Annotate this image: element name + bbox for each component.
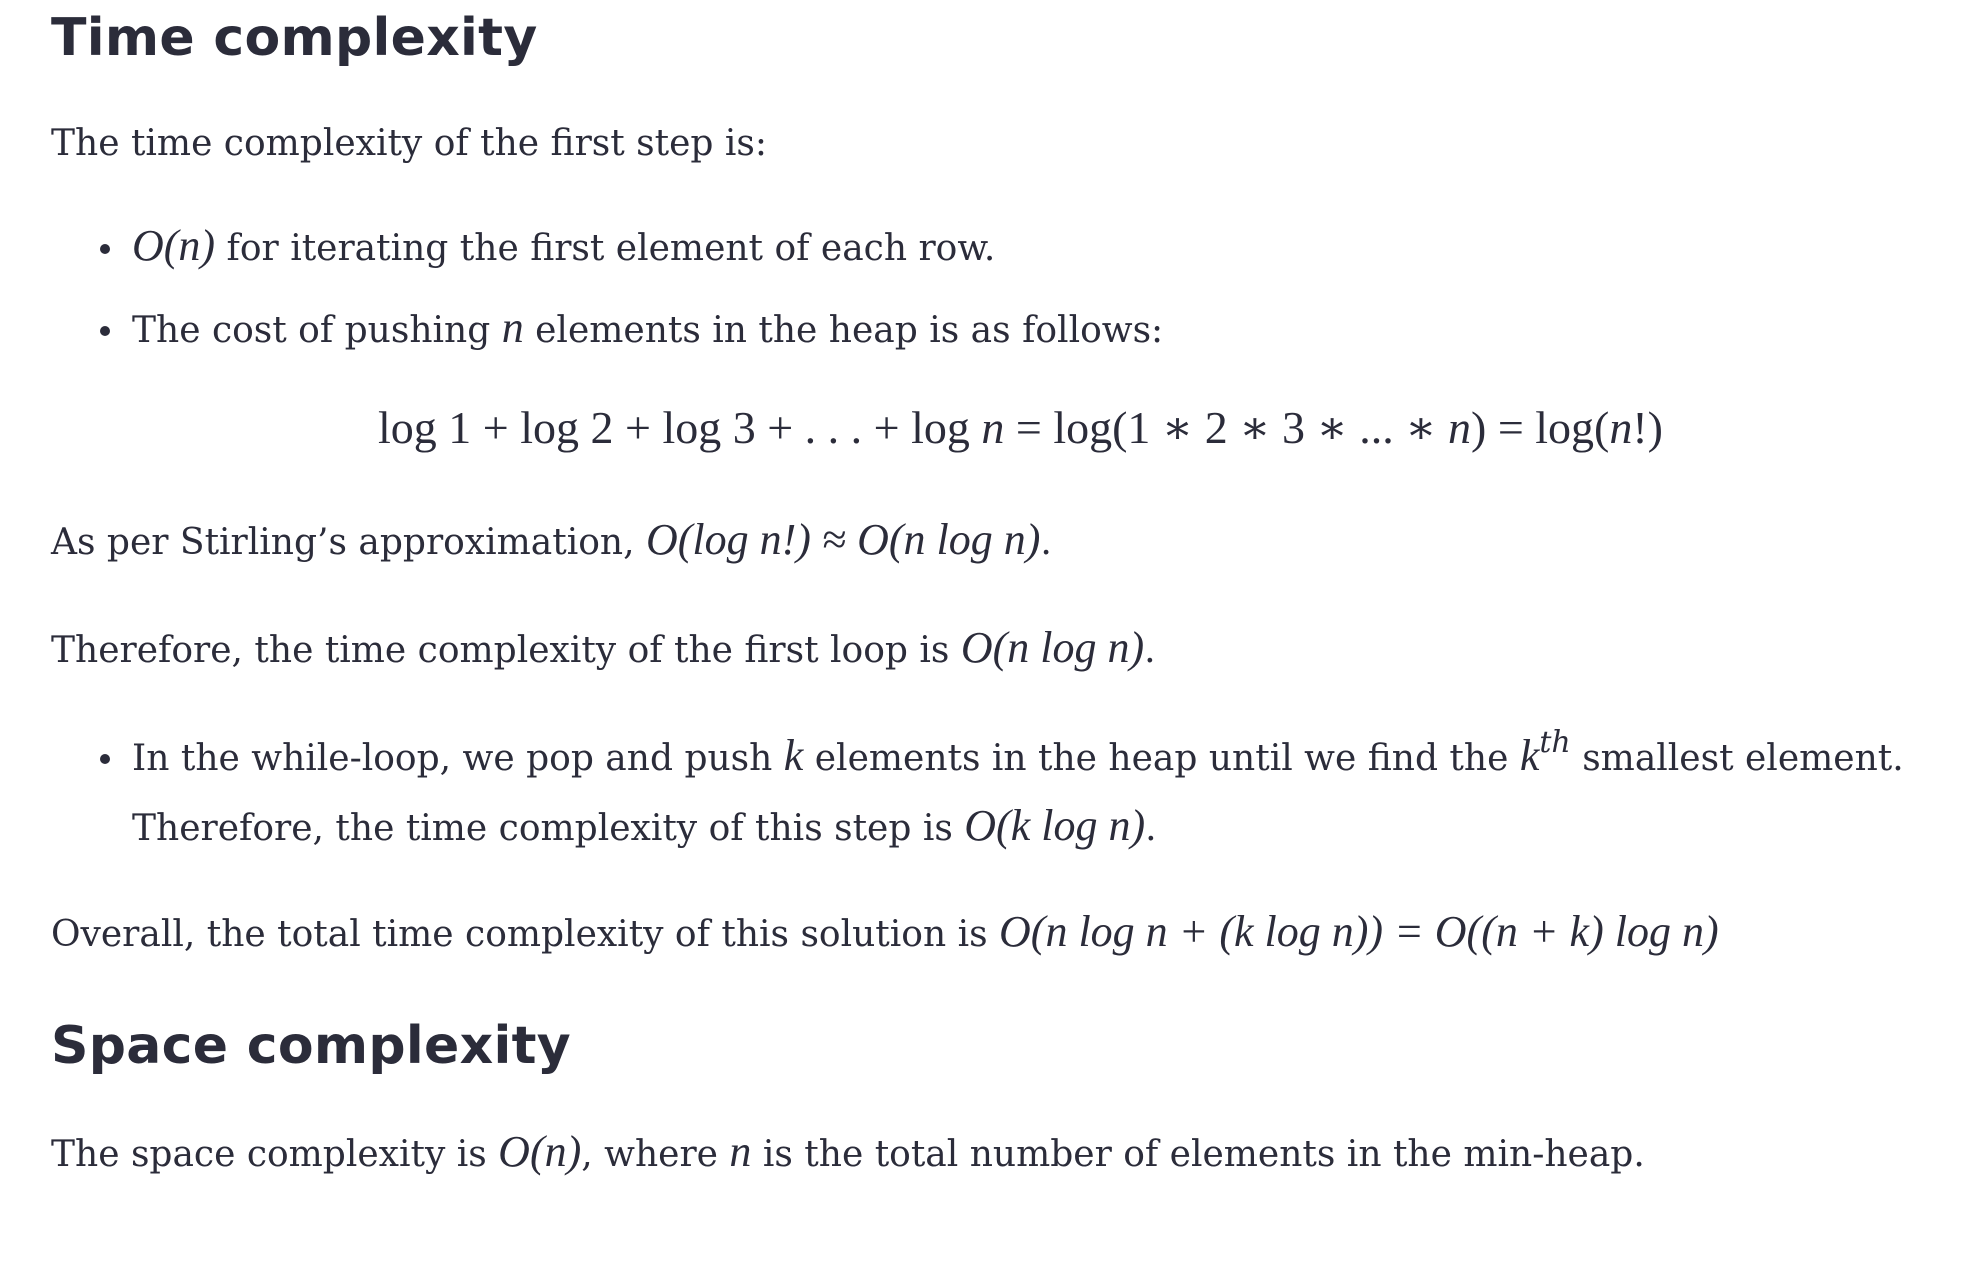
- bullet-marker: [100, 244, 110, 254]
- list-item-text: The cost of pushing: [132, 310, 502, 351]
- math-superscript-th: th: [1539, 725, 1571, 760]
- paragraph-text: , where: [581, 1134, 730, 1175]
- math-n-log-n: O(n log n): [960, 623, 1145, 672]
- space-complexity-heading: Space complexity: [51, 1016, 571, 1076]
- math-overall: O(n log n + (k log n)) = O((n + k) log n): [999, 907, 1719, 956]
- paragraph-text: As per Stirling’s approximation,: [51, 522, 646, 563]
- formula-segment: !): [1632, 402, 1663, 453]
- formula-var: n: [981, 402, 1005, 453]
- math-k-log-n: O(k log n): [964, 801, 1146, 850]
- stirling-paragraph: [51, 516, 1052, 567]
- paragraph-text: The space complexity is: [51, 1134, 499, 1175]
- formula-segment: = log(1 ∗ 2 ∗ 3 ∗ ... ∗: [1004, 402, 1448, 453]
- formula-segment: log 1 + log 2 + log 3 + . . . + log: [378, 402, 982, 453]
- list-item-text: Therefore, the time complexity of this step is: [132, 808, 965, 849]
- math-o-n: O(n): [498, 1127, 582, 1176]
- math-var-k: k: [783, 731, 804, 780]
- bullet-marker: [100, 326, 110, 336]
- formula-var: n: [1448, 402, 1471, 453]
- time-complexity-heading: Time complexity: [51, 8, 538, 68]
- bullet-marker: [100, 754, 110, 764]
- list-item-iterate: [132, 222, 995, 273]
- paragraph-text: is the total number of elements in the min-heap.: [751, 1134, 1645, 1175]
- math-stirling: O(log n!) ≈ O(n log n): [645, 515, 1041, 564]
- math-var-n: n: [501, 303, 524, 352]
- list-item-while-loop-line2: [132, 802, 1157, 853]
- paragraph-text: Therefore, the time complexity of the first loop is: [51, 630, 961, 671]
- math-var-k: k: [1519, 731, 1540, 780]
- intro-paragraph: The time complexity of the first step is:: [51, 123, 768, 164]
- list-item-text: In the while-loop, we pop and push: [132, 738, 784, 779]
- paragraph-text: .: [1144, 630, 1156, 671]
- space-paragraph: [51, 1128, 1645, 1179]
- list-item-text: .: [1145, 808, 1157, 849]
- formula-segment: ) = log(: [1471, 402, 1610, 453]
- math-var-n: n: [729, 1127, 752, 1176]
- list-item-text: for iterating the first element of each row.: [215, 228, 996, 269]
- overall-paragraph: [51, 908, 1719, 959]
- list-item-text: elements in the heap is as follows:: [523, 310, 1164, 351]
- list-item-push-cost: [132, 304, 1163, 355]
- math-o-n: O(n): [132, 221, 216, 270]
- list-item-text: smallest element.: [1570, 738, 1904, 779]
- list-item-text: elements in the heap until we find the: [803, 738, 1520, 779]
- formula-var: n: [1609, 402, 1633, 453]
- first-loop-paragraph: [51, 624, 1156, 675]
- list-item-while-loop: [132, 725, 1904, 785]
- paragraph-text: Overall, the total time complexity of this solution is: [51, 914, 1000, 955]
- paragraph-text: .: [1040, 522, 1052, 563]
- log-sum-formula: [378, 400, 1663, 454]
